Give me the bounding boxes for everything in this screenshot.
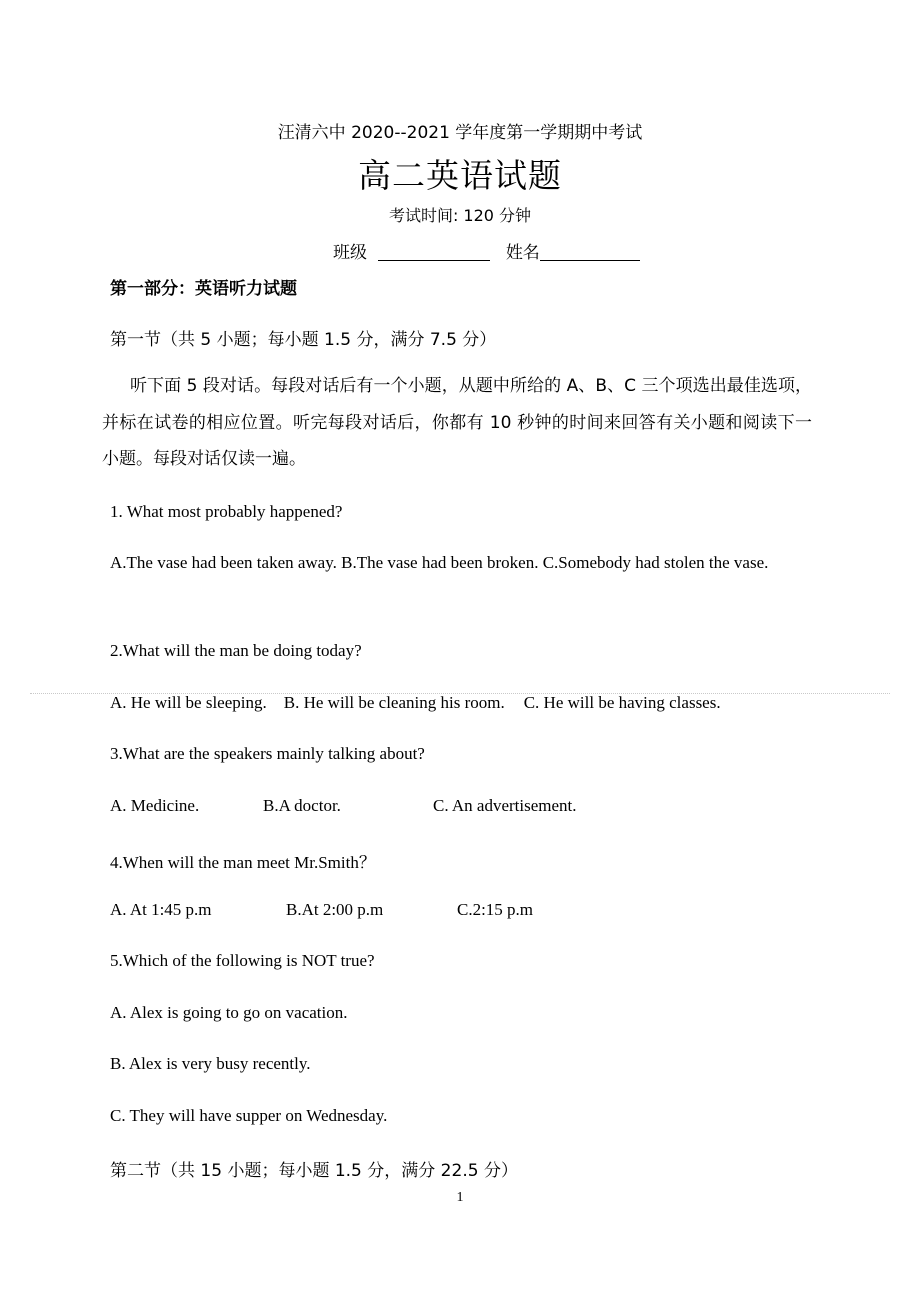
- option-c: C.2:15 p.m: [457, 900, 534, 919]
- class-label: 班级: [333, 243, 367, 263]
- name-blank: [540, 243, 640, 261]
- question-2-options: [110, 693, 721, 713]
- student-info-row: [333, 238, 640, 263]
- option-a: A. He will be sleeping.: [110, 693, 267, 712]
- part1-heading: 第一部分：英语听力试题: [110, 279, 297, 299]
- option-b: B. He will be cleaning his room.: [283, 693, 505, 712]
- exam-subtitle: 汪清六中 2020--2021 学年度第一学期期中考试: [277, 123, 643, 143]
- question-3-options: [110, 796, 577, 816]
- question-5-option-b: B. Alex is very busy recently.: [110, 1054, 311, 1073]
- option-a: A. Medicine.: [110, 796, 200, 815]
- section1-heading: 第一节（共 5 小题；每小题 1.5 分，满分 7.5 分）: [110, 330, 497, 350]
- option-b: B.A doctor.: [263, 796, 341, 815]
- question-4-options: [110, 900, 533, 920]
- question-2: 2.What will the man be doing today?: [110, 641, 362, 660]
- section2-heading: 第二节（共 15 小题；每小题 1.5 分，满分 22.5 分）: [110, 1161, 518, 1181]
- option-c: C. An advertisement.: [433, 796, 577, 815]
- option-a: A. At 1:45 p.m: [110, 900, 212, 919]
- name-label: 姓名: [505, 243, 540, 263]
- listening-instructions: 听下面 5 段对话。每段对话后有一个小题，从题中所给的 A、B、C 三个项选出最佳选项，并标在试卷的相应位置。听完每段对话后，你都有 10 秒钟的时间来回答有关小题和阅读下一小题。每段对话仅读一遍。: [102, 376, 812, 469]
- exam-duration: 考试时间: 120 分钟: [388, 206, 532, 225]
- question-5-option-a: A. Alex is going to go on vacation.: [110, 1003, 348, 1022]
- option-b: B.At 2:00 p.m: [286, 900, 384, 919]
- question-1-options: A.The vase had been taken away. B.The vase had been broken. C.Somebody had stolen the vase.: [110, 553, 769, 572]
- page-title: 高二英语试题: [358, 156, 562, 195]
- question-3: 3.What are the speakers mainly talking about?: [110, 744, 425, 763]
- question-5-option-c: C. They will have supper on Wednesday.: [110, 1106, 388, 1125]
- question-5: 5.Which of the following is NOT true?: [110, 951, 375, 970]
- question-1: 1. What most probably happened?: [110, 502, 343, 521]
- question-4: 4.When will the man meet Mr.Smith？: [110, 853, 376, 872]
- page-number: 1: [456, 1190, 464, 1205]
- class-blank: [378, 243, 490, 261]
- option-c: C. He will be having classes.: [523, 693, 721, 712]
